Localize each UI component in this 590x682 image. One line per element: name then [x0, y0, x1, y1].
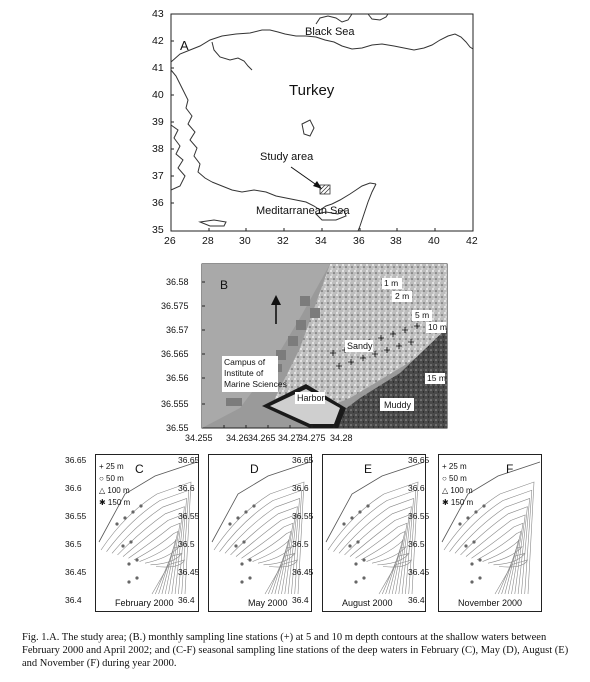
a-ytick: 38 [152, 143, 164, 155]
panel-b-map [0, 258, 590, 448]
panel-b [0, 258, 590, 448]
b-ytick: 36.57 [166, 325, 189, 335]
panels-c-f [0, 450, 590, 620]
a-xtick: 36 [353, 235, 365, 247]
a-ytick: 43 [152, 8, 164, 20]
small-ytick: 36.45 [178, 567, 200, 577]
a-ytick: 39 [152, 116, 164, 128]
a-xtick: 34 [315, 235, 327, 247]
a-xtick: 30 [239, 235, 251, 247]
depth-1m: 1 m [384, 278, 399, 288]
panel-month: August 2000 [342, 598, 393, 608]
legend-item: ○ 50 m [99, 474, 124, 483]
muddy-label: Muddy [384, 400, 412, 410]
legend-item: △ 100 m [99, 486, 130, 495]
a-ytick: 35 [152, 224, 164, 236]
panel-b-letter: B [220, 278, 229, 292]
small-ytick: 36.65 [408, 455, 430, 465]
small-ytick: 36.6 [292, 483, 309, 493]
depth-2m: 2 m [395, 291, 410, 301]
a-ytick: 42 [152, 35, 164, 47]
b-xtick: 34.275 [298, 433, 326, 443]
panel-d [208, 454, 312, 612]
small-ytick: 36.5 [408, 539, 425, 549]
small-ytick: 36.4 [65, 595, 82, 605]
harbor-label: Harbor [297, 393, 325, 403]
panel-letter: D [250, 462, 259, 476]
legend-item: + 25 m [442, 462, 467, 471]
med-sea-label: Meditarranean Sea [256, 205, 350, 217]
b-xtick: 34.255 [185, 433, 213, 443]
panel-month: May 2000 [248, 598, 288, 608]
a-xtick: 40 [428, 235, 440, 247]
panel-month: February 2000 [115, 598, 174, 608]
small-ytick: 36.55 [292, 511, 314, 521]
small-ytick: 36.5 [292, 539, 309, 549]
legend-item: ✱ 150 m [99, 498, 131, 507]
b-ytick: 36.55 [166, 423, 189, 433]
legend-item: + 25 m [99, 462, 124, 471]
panel-a [0, 0, 590, 255]
bathymetry-contours [208, 454, 312, 612]
panel-letter: E [364, 462, 373, 476]
a-xtick: 26 [164, 235, 176, 247]
sandy-label: Sandy [347, 341, 373, 351]
small-ytick: 36.65 [65, 455, 87, 465]
campus-label-3: Marine Sciences [224, 379, 287, 389]
small-ytick: 36.55 [408, 511, 430, 521]
small-ytick: 36.4 [292, 595, 309, 605]
turkey-label: Turkey [289, 82, 335, 99]
panel-month: November 2000 [458, 598, 523, 608]
small-ytick: 36.5 [178, 539, 195, 549]
study-area-hatch [320, 185, 330, 194]
panel-f [438, 454, 542, 612]
a-xtick: 38 [390, 235, 402, 247]
small-ytick: 36.6 [65, 483, 82, 493]
b-ytick: 36.565 [161, 349, 189, 359]
small-ytick: 36.4 [178, 595, 195, 605]
panel-letter: F [506, 462, 514, 476]
panel-e [322, 454, 426, 612]
legend-item: ○ 50 m [442, 474, 467, 483]
b-ytick: 36.56 [166, 373, 189, 383]
small-ytick: 36.45 [408, 567, 430, 577]
depth-15m: 15 m [427, 373, 446, 383]
b-ytick: 36.555 [161, 399, 189, 409]
b-xtick: 34.26 [226, 433, 249, 443]
a-xtick: 32 [277, 235, 289, 247]
b-ytick: 36.58 [166, 277, 189, 287]
a-xtick: 42 [466, 235, 478, 247]
figure-caption: Fig. 1.A. The study area; (B.) monthly sampling line stations (+) at 5 and 10 m depth contours at the shallow waters between February 2000 and April 2002; and (C-F) seasonal sampling line stations of the deep waters in February (C), May (D), August (E) and November (F) during year 2000. [22, 632, 569, 669]
panel-letter: C [135, 462, 144, 476]
small-ytick: 36.6 [178, 483, 195, 493]
a-ytick: 40 [152, 89, 164, 101]
small-ytick: 36.45 [292, 567, 314, 577]
small-ytick: 36.6 [408, 483, 425, 493]
small-ytick: 36.55 [65, 511, 87, 521]
legend-item: ✱ 150 m [442, 498, 474, 507]
depth-5m: 5 m [415, 310, 430, 320]
b-xtick: 34.28 [330, 433, 353, 443]
small-ytick: 36.5 [65, 539, 82, 549]
b-xtick: 34.265 [248, 433, 276, 443]
bathymetry-contours [322, 454, 426, 612]
small-ytick: 36.55 [178, 511, 200, 521]
panel-c [95, 454, 199, 612]
small-ytick: 36.45 [65, 567, 87, 577]
b-xtick: 34.27 [278, 433, 301, 443]
campus-label-1: Campus of [224, 357, 266, 367]
a-ytick: 36 [152, 197, 164, 209]
small-ytick: 36.4 [408, 595, 425, 605]
depth-10m: 10 m [428, 322, 447, 332]
legend-item: △ 100 m [442, 486, 473, 495]
small-ytick: 36.65 [178, 455, 200, 465]
a-xtick: 28 [202, 235, 214, 247]
panel-a-letter: A [180, 38, 189, 53]
b-ytick: 36.575 [161, 301, 189, 311]
small-ytick: 36.65 [292, 455, 314, 465]
black-sea-label: Black Sea [305, 26, 355, 38]
study-area-label: Study area [260, 151, 314, 163]
a-ytick: 41 [152, 62, 164, 74]
a-ytick: 37 [152, 170, 164, 182]
campus-label-2: Institute of [224, 368, 264, 378]
